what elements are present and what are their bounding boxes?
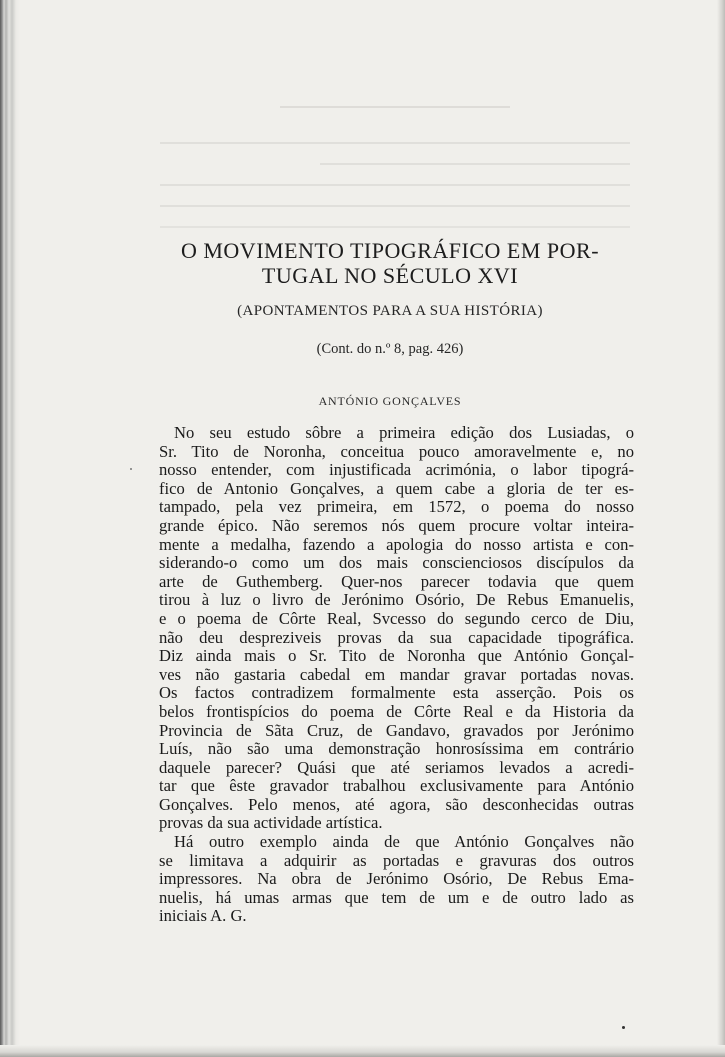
title-line-1: O MOVIMENTO TIPOGRÁFICO EM POR-	[180, 238, 600, 263]
page-right-edge	[717, 0, 725, 1057]
text-line: grande épico. Não seremos nós quem procure voltar inteira-	[159, 515, 634, 535]
text-line: nuelis, há umas armas que tem de um e de outro lado as	[159, 887, 634, 907]
text-line: Sr. Tito de Noronha, conceitua pouco amoravelmente e, no	[159, 441, 634, 461]
paragraph-1	[159, 424, 634, 833]
ink-speck	[622, 1026, 625, 1029]
text-line: Gonçalves. Pelo menos, até agora, são desconhecidas outras	[159, 794, 634, 814]
text-line: Os factos contradizem formalmente esta asserção. Pois os	[159, 683, 634, 703]
paragraph-2	[159, 833, 634, 926]
text-line: se limitava a adquirir as portadas e gravuras dos outros	[159, 850, 634, 870]
text-line: Provincia de Sãta Cruz, de Gandavo, gravados por Jerónimo	[159, 720, 634, 740]
text-line: No seu estudo sôbre a primeira edição dos Lusiadas, o	[174, 423, 634, 442]
text-line: fico de Antonio Gonçalves, a quem cabe a gloria de ter es-	[159, 478, 634, 498]
article-body	[159, 424, 634, 926]
ink-speck	[130, 468, 132, 470]
text-line: belos frontispícios do poema de Côrte Real e da Historia da	[159, 701, 634, 721]
text-line: provas da sua actividade artística.	[159, 813, 383, 833]
text-line: e o poema de Côrte Real, Svcesso do segundo cerco de Diu,	[159, 608, 634, 628]
author-name: ANTÓNIO GONÇALVES	[318, 394, 462, 408]
text-line: siderando-o como um dos mais conscienciosos discípulos da	[159, 553, 634, 573]
text-line: não deu despreziveis provas da sua capacidade tipográfica.	[159, 627, 634, 647]
text-line: tar que êste gravador trabalhou exclusivamente para António	[159, 776, 634, 796]
continuation-note: (Cont. do n.º 8, pag. 426)	[316, 341, 464, 357]
title-line-2: TUGAL NO SÉCULO XVI	[261, 263, 519, 288]
text-line: tampado, pela vez primeira, em 1572, o poema do nosso	[159, 497, 634, 517]
text-line: Diz ainda mais o Sr. Tito de Noronha que António Gonçal-	[159, 646, 634, 666]
text-line: nosso entender, com injustificada acrimónia, o labor tipográ-	[159, 460, 634, 480]
page-binding-edge	[0, 0, 20, 1057]
article-subtitle: (APONTAMENTOS PARA A SUA HISTÓRIA)	[237, 303, 543, 319]
text-line: Luís, não são uma demonstração honrosíssima em contrário	[159, 739, 634, 759]
article-title	[150, 238, 630, 288]
bleed-through-texture	[160, 92, 630, 235]
page-bottom-edge	[0, 1045, 725, 1057]
text-line: tirou à luz o livro de Jerónimo Osório, De Rebus Emanuelis,	[159, 590, 634, 610]
text-line: impressores. Na obra de Jerónimo Osório, De Rebus Ema-	[159, 869, 634, 889]
text-line: Há outro exemplo ainda de que António Gonçalves não	[174, 832, 634, 852]
text-line: arte de Guthemberg. Quer-nos parecer todavia que quem	[159, 571, 634, 591]
text-line: daquele parecer? Quási que até seriamos levados a acredi-	[159, 757, 634, 777]
text-line: iniciais A. G.	[159, 906, 247, 926]
text-line: mente a medalha, fazendo a apologia do nosso artista e con-	[159, 534, 634, 554]
text-line: ves não gastaria cabedal em mandar gravar portadas novas.	[159, 664, 634, 684]
